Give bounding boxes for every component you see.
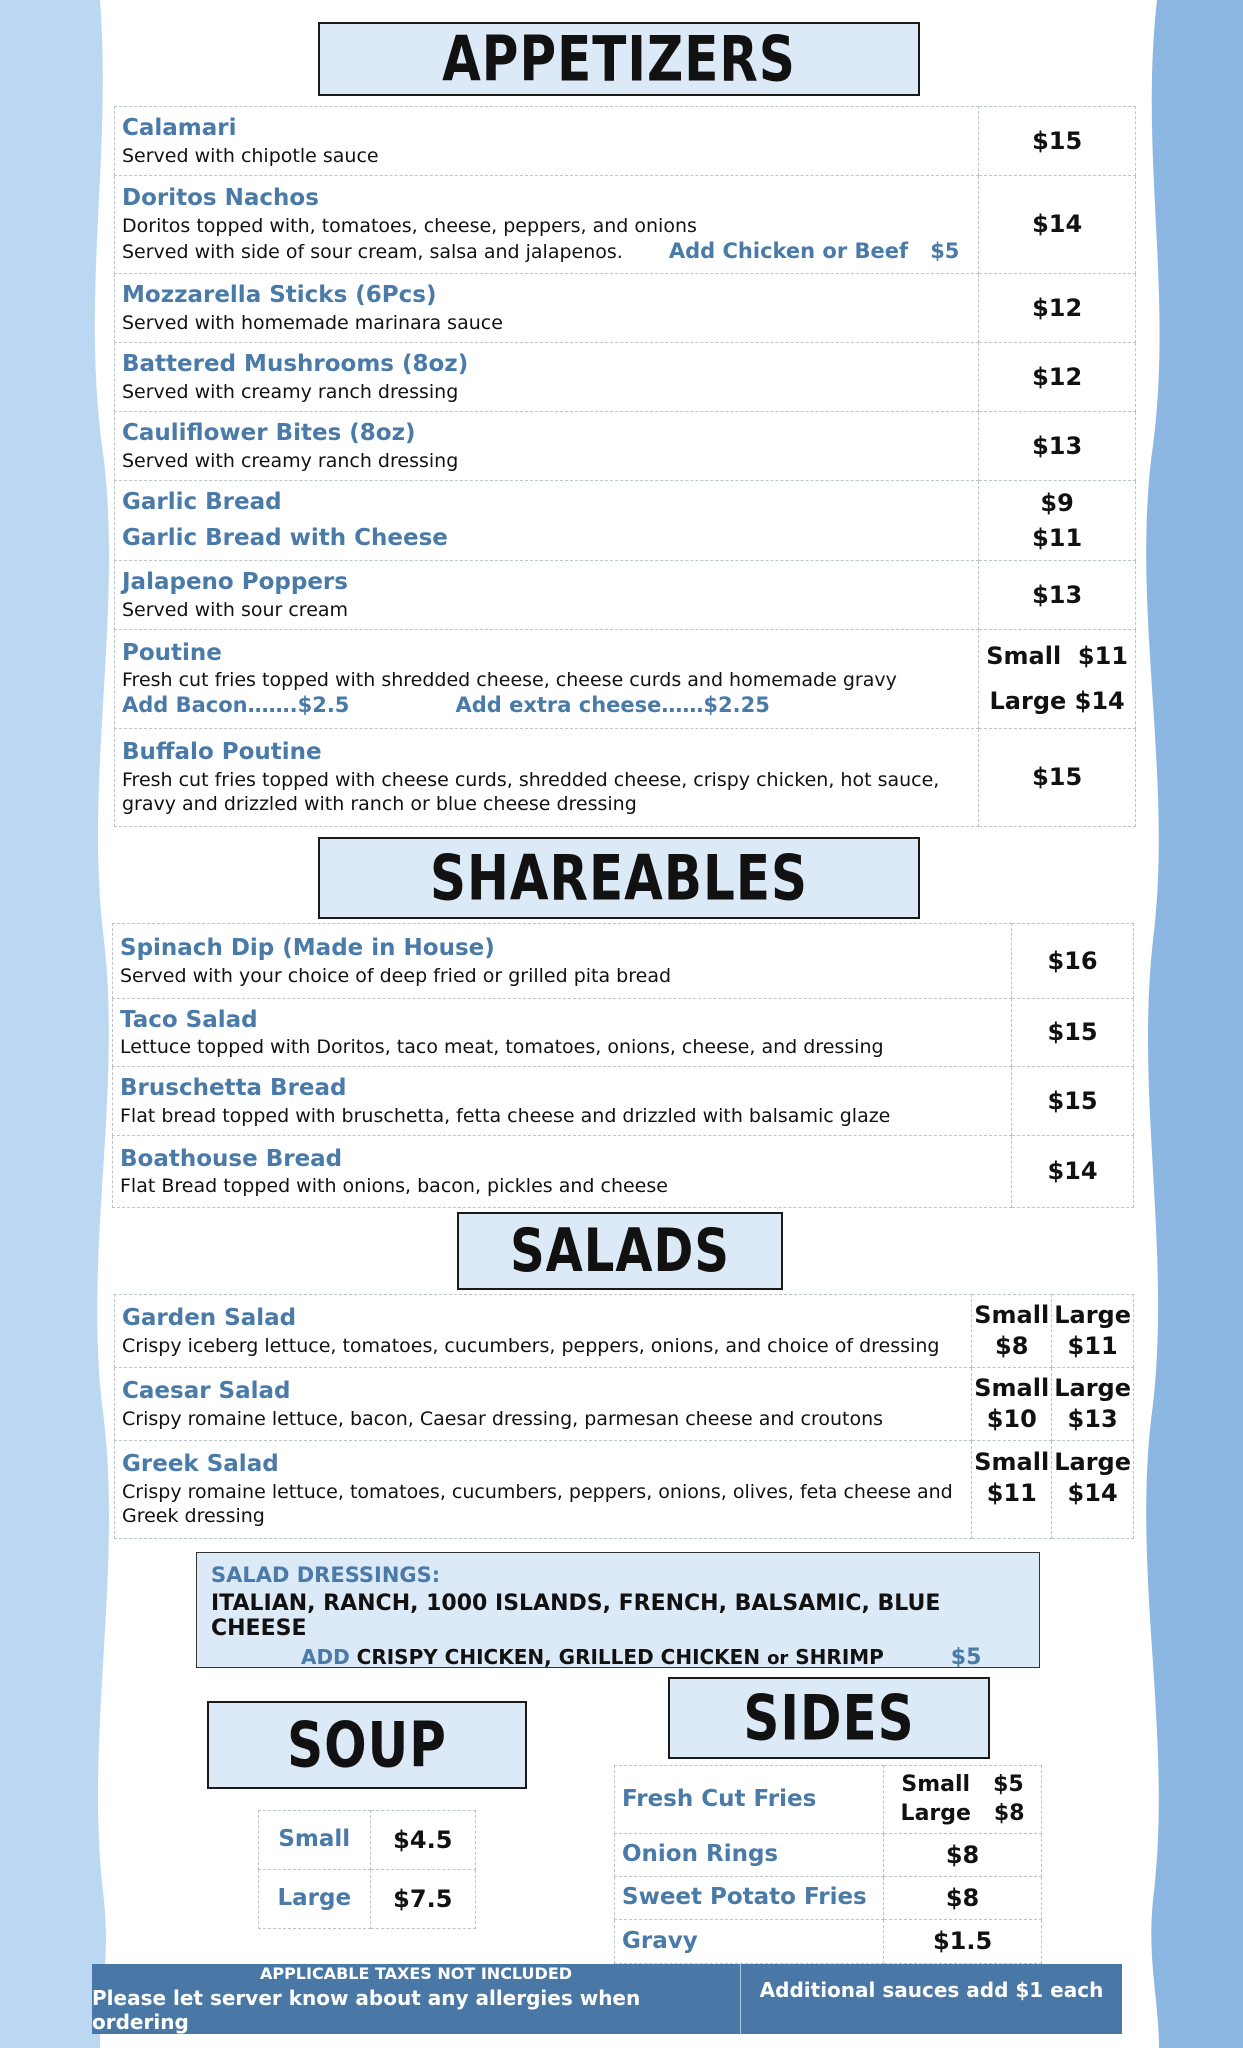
item-name: Garlic Bread: [122, 489, 282, 516]
item-desc-line2: Greek dressing: [122, 1505, 265, 1528]
item-price: $15: [1012, 1067, 1134, 1136]
menu-item-caesar-salad: [115, 1368, 1134, 1441]
item-name: Taco Salad: [120, 1006, 258, 1033]
side-sweet-potato-fries: [615, 1877, 1042, 1920]
side-name: Onion Rings: [615, 1834, 884, 1877]
sides-header: SIDES: [668, 1677, 990, 1759]
item-price: $14: [979, 176, 1136, 274]
menu-item-boathouse-bread: [113, 1136, 1134, 1208]
menu-item-poutine: [115, 630, 1136, 729]
item-price: $15: [979, 729, 1136, 827]
soup-price: $4.5: [370, 1811, 475, 1870]
poutine-addon-cheese: Add extra cheese……$2.25: [455, 693, 770, 718]
sauces-notice-cell: [741, 1964, 1122, 2034]
item-name: Spinach Dip (Made in House): [120, 935, 495, 962]
item-name: Poutine: [122, 639, 222, 666]
item-desc-line2: gravy and drizzled with ranch or blue cheese dressing: [122, 793, 637, 816]
menu-item-garlic-bread: [115, 481, 1136, 561]
soup-table: [258, 1810, 476, 1929]
side-price-large: Large $8: [900, 1800, 1025, 1826]
item-desc: Flat bread topped with bruschetta, fetta cheese and drizzled with balsamic glaze: [120, 1104, 891, 1127]
side-price: $8: [884, 1834, 1042, 1877]
item-desc: Fresh cut fries topped with cheese curds, shredded cheese, crispy chicken, hot sauce,: [122, 768, 940, 791]
sauces-notice: Additional sauces add $1 each: [759, 1978, 1104, 2002]
taxes-notice: APPLICABLE TAXES NOT INCLUDED: [259, 1964, 573, 1983]
item-price-2: $11: [1032, 523, 1083, 552]
small-label: Small: [974, 1448, 1050, 1476]
menu-item-taco-salad: [113, 999, 1134, 1067]
dressings-title: SALAD DRESSINGS:: [211, 1563, 441, 1587]
item-name: Jalapeno Poppers: [122, 569, 348, 596]
small-price: $10: [986, 1405, 1037, 1433]
small-label: Small: [974, 1374, 1050, 1403]
salad-dressings-box: [196, 1552, 1040, 1668]
item-price: $13: [979, 561, 1136, 630]
large-price: $14: [1067, 1478, 1118, 1507]
soup-header: SOUP: [207, 1701, 527, 1789]
item-desc: Served with creamy ranch dressing: [122, 449, 459, 472]
nachos-addon: Add Chicken or Beef: [668, 238, 909, 263]
item-name: Boathouse Bread: [120, 1145, 343, 1172]
item-desc: Served with chipotle sauce: [122, 144, 379, 167]
nachos-addon-price: $5: [930, 238, 960, 263]
menu-item-calamari: [115, 107, 1136, 176]
menu-item-garden-salad: [115, 1295, 1134, 1368]
soup-price: $7.5: [370, 1870, 475, 1929]
item-desc: Fresh cut fries topped with shredded cheese, cheese curds and homemade gravy: [122, 669, 897, 692]
dressings-add-protein: ADD CRISPY CHICKEN, GRILLED CHICKEN or SHRIMP $5: [301, 1645, 982, 1670]
soup-row-small: [259, 1811, 476, 1870]
menu-item-jalapeno-poppers: [115, 561, 1136, 630]
menu-item-spinach-dip: [113, 924, 1134, 999]
large-label: Large: [1054, 1301, 1131, 1330]
item-name: Greek Salad: [122, 1451, 279, 1478]
menu-item-greek-salad: [115, 1441, 1134, 1539]
item-desc: Crispy romaine lettuce, tomatoes, cucumbers, peppers, onions, olives, feta cheese and: [122, 1480, 953, 1503]
side-name: Gravy: [615, 1920, 884, 1964]
item-price: $13: [979, 412, 1136, 481]
item-desc: Crispy iceberg lettuce, tomatoes, cucumbers, peppers, onions, and choice of dressing: [122, 1334, 940, 1357]
item-desc: Crispy romaine lettuce, bacon, Caesar dressing, parmesan cheese and croutons: [122, 1407, 884, 1430]
side-fresh-cut-fries: [615, 1766, 1042, 1834]
poutine-addon-bacon: Add Bacon…….$2.5: [122, 693, 350, 718]
salads-header: SALADS: [457, 1212, 783, 1290]
large-price: $11: [1067, 1332, 1118, 1360]
right-wave-border: [1143, 0, 1243, 2048]
menu-item-mozzarella-sticks: [115, 274, 1136, 343]
item-desc-line2: Served with side of sour cream, salsa and jalapenos. Add Chicken or Beef $5: [122, 238, 960, 263]
item-name: Cauliflower Bites (8oz): [122, 420, 416, 447]
small-label: Small: [974, 1301, 1050, 1330]
item-price: $16: [1012, 924, 1134, 999]
item-name: Doritos Nachos: [122, 185, 319, 212]
item-name: Bruschetta Bread: [120, 1075, 347, 1102]
item-price: $9: [1040, 488, 1074, 517]
item-desc: Doritos topped with, tomatoes, cheese, peppers, and onions: [122, 214, 697, 237]
footer-notice: [92, 1964, 741, 2034]
menu-item-buffalo-poutine: [115, 729, 1136, 827]
side-onion-rings: [615, 1834, 1042, 1877]
side-name: Sweet Potato Fries: [615, 1877, 884, 1920]
appetizers-header: APPETIZERS: [318, 22, 920, 96]
soup-size: Large: [259, 1870, 371, 1929]
side-name: Fresh Cut Fries: [615, 1766, 884, 1834]
item-name: Calamari: [122, 115, 237, 142]
shareables-table: [112, 923, 1134, 1208]
item-desc: Lettuce topped with Doritos, taco meat, tomatoes, onions, cheese, and dressing: [120, 1036, 884, 1059]
menu-item-bruschetta-bread: [113, 1067, 1134, 1136]
item-desc: Flat Bread topped with onions, bacon, pickles and cheese: [120, 1175, 668, 1198]
item-price: $15: [979, 107, 1136, 176]
footer-bar: [92, 1964, 1122, 2034]
item-name: Battered Mushrooms (8oz): [122, 351, 469, 378]
sides-table: [614, 1765, 1042, 1964]
side-price-small: Small $5: [901, 1772, 1024, 1798]
item-name-2: Garlic Bread with Cheese: [122, 524, 448, 551]
appetizers-table: [114, 106, 1136, 827]
item-desc: Served with creamy ranch dressing: [122, 380, 459, 403]
item-name: Garden Salad: [122, 1305, 297, 1332]
side-price: $8: [884, 1877, 1042, 1920]
left-wave-border: [0, 0, 110, 2048]
item-price: $12: [979, 343, 1136, 412]
soup-size: Small: [259, 1811, 371, 1870]
side-gravy: [615, 1920, 1042, 1964]
soup-row-large: [259, 1870, 476, 1929]
item-price-large: Large $14: [989, 687, 1125, 715]
shareables-header: SHAREABLES: [318, 837, 920, 919]
small-price: $8: [995, 1332, 1029, 1360]
large-label: Large: [1054, 1448, 1131, 1476]
item-price: $12: [979, 274, 1136, 343]
item-desc: Served with your choice of deep fried or grilled pita bread: [120, 964, 672, 987]
allergy-notice: Please let server know about any allergies when ordering: [92, 1986, 641, 2034]
item-desc: Served with homemade marinara sauce: [122, 311, 503, 334]
item-name: Buffalo Poutine: [122, 739, 322, 766]
large-price: $13: [1067, 1405, 1118, 1433]
dressings-list: ITALIAN, RANCH, 1000 ISLANDS, FRENCH, BALSAMIC, BLUE CHEESE: [211, 1591, 941, 1641]
item-name: Caesar Salad: [122, 1378, 291, 1405]
item-price-small: Small $11: [986, 642, 1128, 671]
item-price: $14: [1012, 1136, 1134, 1208]
menu-item-cauliflower-bites: [115, 412, 1136, 481]
large-label: Large: [1054, 1374, 1131, 1403]
side-price: $1.5: [884, 1920, 1042, 1964]
small-price: $11: [986, 1478, 1037, 1507]
item-price: $15: [1012, 999, 1134, 1067]
menu-item-battered-mushrooms: [115, 343, 1136, 412]
item-name: Mozzarella Sticks (6Pcs): [122, 282, 437, 309]
item-desc: Served with sour cream: [122, 598, 349, 621]
menu-item-doritos-nachos: [115, 176, 1136, 274]
salads-table: [114, 1294, 1134, 1539]
